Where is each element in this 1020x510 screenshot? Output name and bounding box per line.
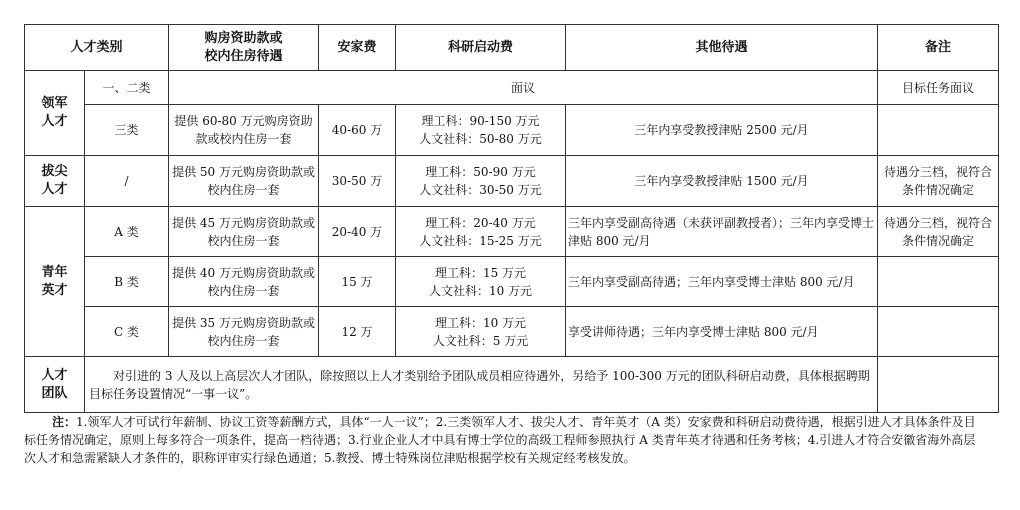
settle-top: 30-50 万 xyxy=(319,156,396,207)
header-housing xyxy=(169,25,319,71)
research-hum: 人文社科：50-80 万元 xyxy=(419,132,542,146)
group-young xyxy=(25,207,85,357)
header-remark: 备注 xyxy=(878,25,999,71)
header-other: 其他待遇 xyxy=(566,25,878,71)
housing-top: 提供 50 万元购房资助款或校内住房一套 xyxy=(169,156,319,207)
settle-lead3: 40-60 万 xyxy=(319,105,396,156)
table-row xyxy=(25,357,999,413)
sub-youngA: A 类 xyxy=(85,207,169,257)
table-row xyxy=(25,207,999,257)
footnote-label: 注： xyxy=(52,415,77,429)
group-team-label: 人才团队 xyxy=(41,367,68,401)
settle-youngA: 20-40 万 xyxy=(319,207,396,257)
team-description: 对引进的 3 人及以上高层次人才团队，除按照以上人才类别给予团队成员相应待遇外，另给予 100-300 万元的团队科研启动费，具体根据聘期目标任务设置情况“一事一议”。 xyxy=(85,357,878,413)
header-settle: 安家费 xyxy=(319,25,396,71)
other-youngC: 享受讲师待遇；三年内享受博士津贴 800 元/月 xyxy=(566,307,878,357)
research-sci: 理工科：20-40 万元 xyxy=(425,215,536,230)
sub-lead3: 三类 xyxy=(85,105,169,156)
research-hum: 人文社科：15-25 万元 xyxy=(419,233,542,248)
research-youngC xyxy=(396,307,566,357)
header-housing-line2: 校内住房待遇 xyxy=(204,48,283,64)
other-youngB: 三年内享受副高待遇；三年内享受博士津贴 800 元/月 xyxy=(566,257,878,307)
settle-youngC: 12 万 xyxy=(319,307,396,357)
group-topnotch-label: 拔尖人才 xyxy=(41,164,68,197)
talent-benefits-table xyxy=(24,24,999,413)
research-hum: 人文社科：5 万元 xyxy=(432,333,529,348)
remark-youngA: 待遇分三档，视符合条件情况确定 xyxy=(878,207,999,257)
sub-top: / xyxy=(85,156,169,207)
sub-lead12: 一、二类 xyxy=(85,71,169,105)
header-research: 科研启动费 xyxy=(396,25,566,71)
remark-lead12: 目标任务面议 xyxy=(878,71,999,105)
group-topnotch xyxy=(25,156,85,207)
remark-youngB xyxy=(878,257,999,307)
table-header-row xyxy=(25,25,999,71)
housing-youngC: 提供 35 万元购房资助款或校内住房一套 xyxy=(169,307,319,357)
group-young-label: 青年英才 xyxy=(41,264,68,298)
table-row xyxy=(25,156,999,207)
other-youngA: 三年内享受副高待遇（未获评副教授者）；三年内享受博士津贴 800 元/月 xyxy=(566,207,878,257)
research-hum: 人文社科：30-50 万元 xyxy=(419,183,542,197)
other-lead3: 三年内享受教授津贴 2500 元/月 xyxy=(566,105,878,156)
research-youngB xyxy=(396,257,566,307)
housing-youngB: 提供 40 万元购房资助款或校内住房一套 xyxy=(169,257,319,307)
housing-lead3: 提供 60-80 万元购房资助款或校内住房一套 xyxy=(169,105,319,156)
remark-youngC xyxy=(878,307,999,357)
research-hum: 人文社科：10 万元 xyxy=(428,283,533,298)
settle-youngB: 15 万 xyxy=(319,257,396,307)
table-row xyxy=(25,257,999,307)
table-row xyxy=(25,105,999,156)
other-top: 三年内享受教授津贴 1500 元/月 xyxy=(566,156,878,207)
research-sci: 理工科：90-150 万元 xyxy=(421,114,540,128)
remark-lead3 xyxy=(878,105,999,156)
sub-youngB: B 类 xyxy=(85,257,169,307)
research-sci: 理工科：10 万元 xyxy=(434,315,527,330)
table-row xyxy=(25,307,999,357)
group-leading xyxy=(25,71,85,156)
group-leading-label: 领军人才 xyxy=(41,96,68,129)
cell-negotiable: 面议 xyxy=(169,71,878,105)
research-sci: 理工科：50-90 万元 xyxy=(425,165,536,179)
header-category: 人才类别 xyxy=(25,25,169,71)
research-top xyxy=(396,156,566,207)
footnote-text: 1.领军人才可试行年薪制、协议工资等薪酬方式，具体“一人一议”；2.三类领军人才、拔尖人才、青年英才（A 类）安家费和科研启动费待遇，根据引进人才具体条件及目标任务情况确定，原则上每多符合一项条件，提高一档待遇；3.行业企业人才中具有博士学位的高级工程师参照执行 A 类青年英才待遇和任务考核；4.引进人才符合安徽省海外高层次人才和急需紧缺人才条件的，职称评审实行绿色通道；5.教授、博士特殊岗位津贴根据学校有关规定经考核发放。 xyxy=(24,415,976,465)
group-team xyxy=(25,357,85,413)
table-row xyxy=(25,71,999,105)
research-lead3 xyxy=(396,105,566,156)
header-housing-line1: 购房资助款或 xyxy=(204,30,283,46)
research-sci: 理工科：15 万元 xyxy=(434,265,527,280)
sub-youngC: C 类 xyxy=(85,307,169,357)
remark-team xyxy=(878,357,999,413)
housing-youngA: 提供 45 万元购房资助款或校内住房一套 xyxy=(169,207,319,257)
footnote xyxy=(24,413,984,467)
remark-top: 待遇分三档，视符合条件情况确定 xyxy=(878,156,999,207)
research-youngA xyxy=(396,207,566,257)
